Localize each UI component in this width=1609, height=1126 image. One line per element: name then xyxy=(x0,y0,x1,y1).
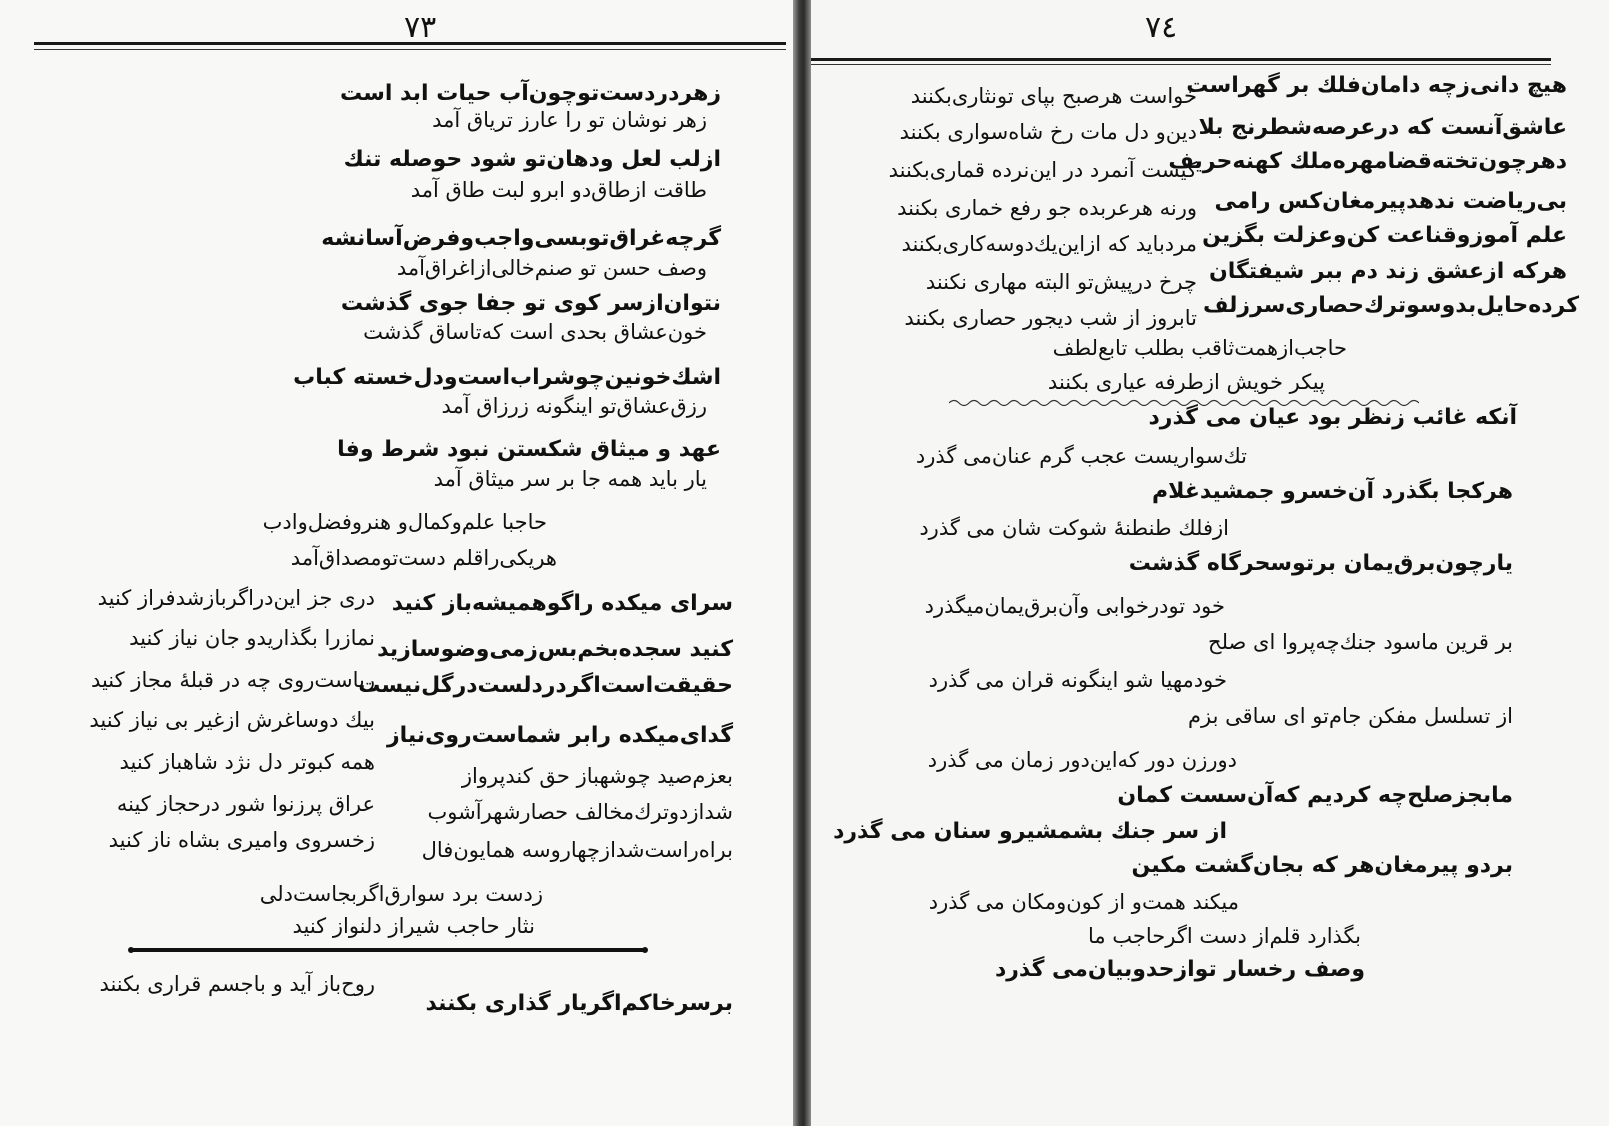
verse-line: حاجب‌ازهمت‌ثاقب بطلب تابع‌لطف xyxy=(1052,336,1347,360)
verse-line: خود تودرخوابی وآن‌برق‌یمان‌میگذرد xyxy=(924,594,1225,618)
verse-line: وصف رخسار توازحدوبیان‌می گذرد xyxy=(994,957,1365,982)
verse-line: هریکی‌راقلم دست‌تومصداق‌آمد xyxy=(290,546,557,570)
verse-line: زدست برد سوارق‌اگربجاست‌دلی xyxy=(259,882,543,906)
verse-line: طاقت ازطاق‌دو ابرو لبت طاق آمد xyxy=(410,178,707,202)
couplet-left: چرخ درپیش‌تو البته مهاری نکنند xyxy=(925,270,1197,294)
verse-line: عهد و میثاق شکستن نبود شرط وفا xyxy=(337,437,721,462)
couplet-right: برسرخاکم‌اگریار گذاری بکنند xyxy=(425,991,733,1016)
couplet-right: علم آموزوقناعت کن‌وعزلت بگزین xyxy=(1202,223,1567,248)
couplet-right: بی‌ریاضت ندهدپیرمغان‌کس رامی xyxy=(1214,189,1567,214)
verse-line: پیکر خویش ازطرفه عیاری بکنند xyxy=(1047,370,1325,394)
couplet-left: ورنه هرعربده جو رفع خماری بکنند xyxy=(897,196,1197,220)
couplet-left: عراق پرزنوا شور درحجاز کینه xyxy=(116,792,375,816)
verse-line: ازلب لعل ودهان‌تو شود حوصله تنك xyxy=(343,147,721,172)
verse-line: زهر نوشان تو را عارز تریاق آمد xyxy=(432,108,707,132)
verse-line: بگذارد قلم‌از دست اگرحاجب ما xyxy=(1087,924,1361,948)
verse-line: هرکجا بگذرد آن‌خسرو جمشیدغلام xyxy=(1151,479,1513,504)
couplet-right: هیچ دانی‌زچه دامان‌فلك بر گهراست xyxy=(1186,73,1567,98)
verse-line: اشك‌خونین‌چوشراب‌است‌ودل‌خسته کباب xyxy=(293,365,721,390)
couplet-left: مردباید که ازاین‌یك‌دوسه‌کاری‌بکنند xyxy=(901,232,1197,256)
couplet-right: شدازدوترك‌مخالف حصارشهرآشوب xyxy=(427,800,733,824)
verse-line: مابجزصلح‌چه کردیم که‌آن‌سست کمان xyxy=(1117,783,1513,808)
verse-line: از تسلسل مفکن جام‌تو ای ساقی بزم xyxy=(1188,704,1513,728)
couplet-left: همه کبوتر دل نژد شاهباز کنید xyxy=(119,750,375,774)
right-header-rule xyxy=(811,58,1551,61)
left-page-number: ٧٣ xyxy=(404,10,437,45)
section-divider xyxy=(132,948,644,952)
couplet-right: سرای میکده راگوهمیشه‌باز کنید xyxy=(391,591,733,616)
couplet-right: حقیقت‌است‌اگردرد‌لست‌درگل‌نیست xyxy=(358,673,733,698)
couplet-right: کنید سجده‌بخم‌بس‌زمی‌وضوسازید xyxy=(377,637,733,662)
verse-line: آنکه غائب زنظر بود عیان می گذرد xyxy=(1148,405,1517,430)
couplet-right: کرده‌حایل‌بدوسوترك‌حصاری‌سرزلف xyxy=(1202,293,1579,318)
couplet-left: ریاست‌روی چه در قبلهٔ مجاز کنید xyxy=(90,668,375,692)
verse-line: رزق‌عشاق‌تو اینگونه زرزاق آمد xyxy=(441,394,707,418)
right-page-number: ٧٤ xyxy=(1145,10,1178,45)
couplet-left: دین‌و دل مات رخ شاه‌سواری بکنند xyxy=(899,120,1197,144)
verse-line: میکند همت‌و از کون‌ومکان می گذرد xyxy=(928,890,1239,914)
verse-line: حاجبا علم‌وکمال‌و هنروفضل‌وادب xyxy=(262,510,547,534)
couplet-left: کیست آنمرد در این‌نرده قماری‌بکنند xyxy=(888,158,1197,182)
couplet-left: خواست هرصبح بپای تونثاری‌بکنند xyxy=(910,84,1197,108)
left-header-rule-thin xyxy=(34,49,786,50)
verse-line: نثار حاجب شیراز دلنواز کنید xyxy=(292,914,535,938)
verse-line: نتوان‌ازسر کوی تو جفا جوی گذشت xyxy=(340,291,721,316)
verse-line: دورزن دور که‌این‌دور زمان می گذرد xyxy=(927,748,1237,772)
left-page xyxy=(0,0,793,1126)
couplet-right: گدای‌میکده رابر شماست‌روی‌نیاز xyxy=(386,723,733,748)
couplet-right: هرکه ازعشق زند دم ببر شیفتگان xyxy=(1208,259,1567,284)
right-page xyxy=(811,0,1609,1126)
couplet-left: بیك دوساغرش ازغیر بی نیاز کنید xyxy=(89,708,375,732)
verse-line: یارچون‌برق‌یمان برتوسحرگاه گذشت xyxy=(1128,551,1513,576)
verse-line: وصف حسن تو صنم‌خالی‌ازاغراق‌آمد xyxy=(396,256,707,280)
right-header-rule-thin xyxy=(811,64,1551,65)
verse-line: ازفلك طنطنهٔ شوکت شان می گذرد xyxy=(919,516,1229,540)
couplet-right: براه‌راست‌شدازچهاروسه همایون‌فال xyxy=(421,838,733,862)
couplet-left: تابروز از شب دیجور حصاری بکنند xyxy=(904,306,1197,330)
verse-line: خون‌عشاق بحدی است که‌تاساق گذشت xyxy=(363,320,707,344)
verse-line: زهردردست‌توچون‌آب حیات ابد است xyxy=(339,81,721,106)
couplet-right: عاشق‌آنست که درعرصه‌شطرنج بلا xyxy=(1198,115,1567,140)
verse-line: خودمهیا شو اینگونه قران می گذرد xyxy=(928,668,1227,692)
couplet-left: نمازرا بگذاریدو جان نیاز کنید xyxy=(129,626,375,650)
verse-line: گرچه‌غراق‌توبسی‌واجب‌وفرض‌آسانشه xyxy=(321,226,721,251)
verse-line: بر قرین ماسود جنك‌چه‌پروا ای صلح xyxy=(1208,630,1513,654)
verse-line: تك‌سواریست عجب گرم عنان‌می گذرد xyxy=(915,444,1247,468)
book-spine xyxy=(793,0,811,1126)
couplet-left: دری جز این‌دراگرباز‌شدفراز کنید xyxy=(97,586,375,610)
verse-line: از سر جنك بشمشیرو سنان می گذرد xyxy=(833,819,1227,844)
couplet-right: دهرچون‌تخته‌قضامهره‌ملك کهنه‌حریف xyxy=(1168,149,1567,174)
left-header-rule xyxy=(34,42,786,45)
couplet-left: زخسروی وامیری بشاه ناز کنید xyxy=(108,828,375,852)
couplet-left: روح‌باز آید و باجسم قراری بکنند xyxy=(99,972,375,996)
verse-line: بردو پیرمغان‌هر که بجان‌گشت مکین xyxy=(1131,853,1513,878)
couplet-right: بعزم‌صید چوشهباز حق کند‌پرواز xyxy=(461,764,733,788)
verse-line: یار باید همه جا بر سر میثاق آمد xyxy=(433,467,707,491)
